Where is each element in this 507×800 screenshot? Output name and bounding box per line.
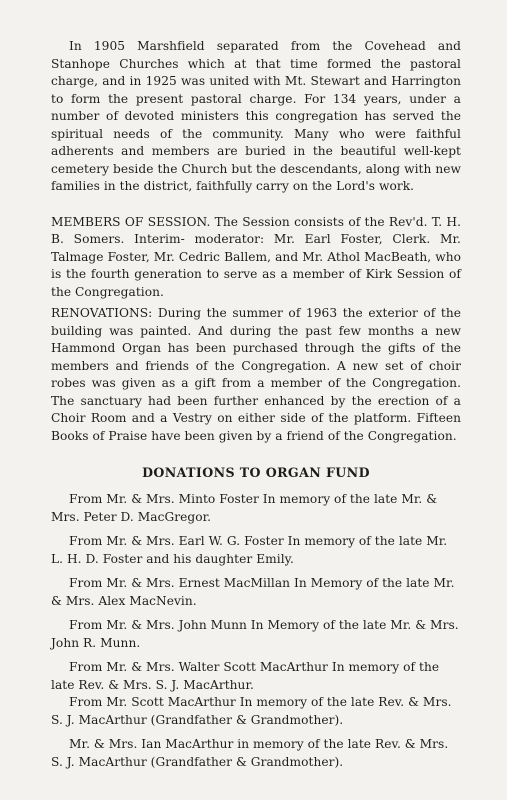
renovations-paragraph: RENOVATIONS: During the summer of 1963 the exterior of the building was painted. And during the past few months a new Hammond Organ has been purchased through the gifts of the members and friends of the Congregation. A new set of choir robes was given as a gift from a member of the Congregation. The sanctuary had been further enhanced by the erection of a Choir Room and a Vestry on either side of the platform. Fifteen Books of Praise have been given by a friend of the Congregation. [51,306,461,443]
donations-heading: DONATIONS TO ORGAN FUND [142,465,370,480]
donation-item-3: From Mr. & Mrs. Ernest MacMillan In Memory of the late Mr. & Mrs. Alex MacNevin. [51,576,455,608]
donation-item-4: From Mr. & Mrs. John Munn In Memory of the late Mr. & Mrs. John R. Munn. [51,618,459,650]
session-paragraph: MEMBERS OF SESSION. The Session consists of the Rev'd. T. H. B. Somers. Interim- moderator: Mr. Earl Foster, Clerk. Mr. Talmage Foster, Mr. Cedric Ballem, and Mr. Athol MacBeath, who is the fourth generation to serve as a member of Kirk Session of the Congregation. [51,214,461,299]
donation-item-7: Mr. & Mrs. Ian MacArthur in memory of the late Rev. & Mrs. S. J. MacArthur (Grandfather & Grandmother). [51,737,449,769]
donation-item-6: From Mr. Scott MacArthur In memory of the late Rev. & Mrs. S. J. MacArthur (Grandfather & Grandmother). [51,695,452,727]
donation-item-5: From Mr. & Mrs. Walter Scott MacArthur In memory of the late Rev. & Mrs. S. J. MacArthur. [51,660,440,692]
donation-item-2: From Mr. & Mrs. Earl W. G. Foster In memory of the late Mr. L. H. D. Foster and his daughter Emily. [51,534,448,566]
donation-item-1: From Mr. & Mrs. Minto Foster In memory of the late Mr. & Mrs. Peter D. MacGregor. [51,492,438,524]
history-paragraph: In 1905 Marshfield separated from the Covehead and Stanhope Churches which at that time formed the pastoral charge, and in 1925 was united with Mt. Stewart and Harrington to form the present pastoral charge. For 134 years, under a number of devoted ministers this congregation has served the spiritual needs of the community. Many who were faithful adherents and members are buried in the beautiful well-kept cemetery beside the Church but the descendants, along with new families in the district, faithfully carry on the Lord's work. [51,39,461,193]
